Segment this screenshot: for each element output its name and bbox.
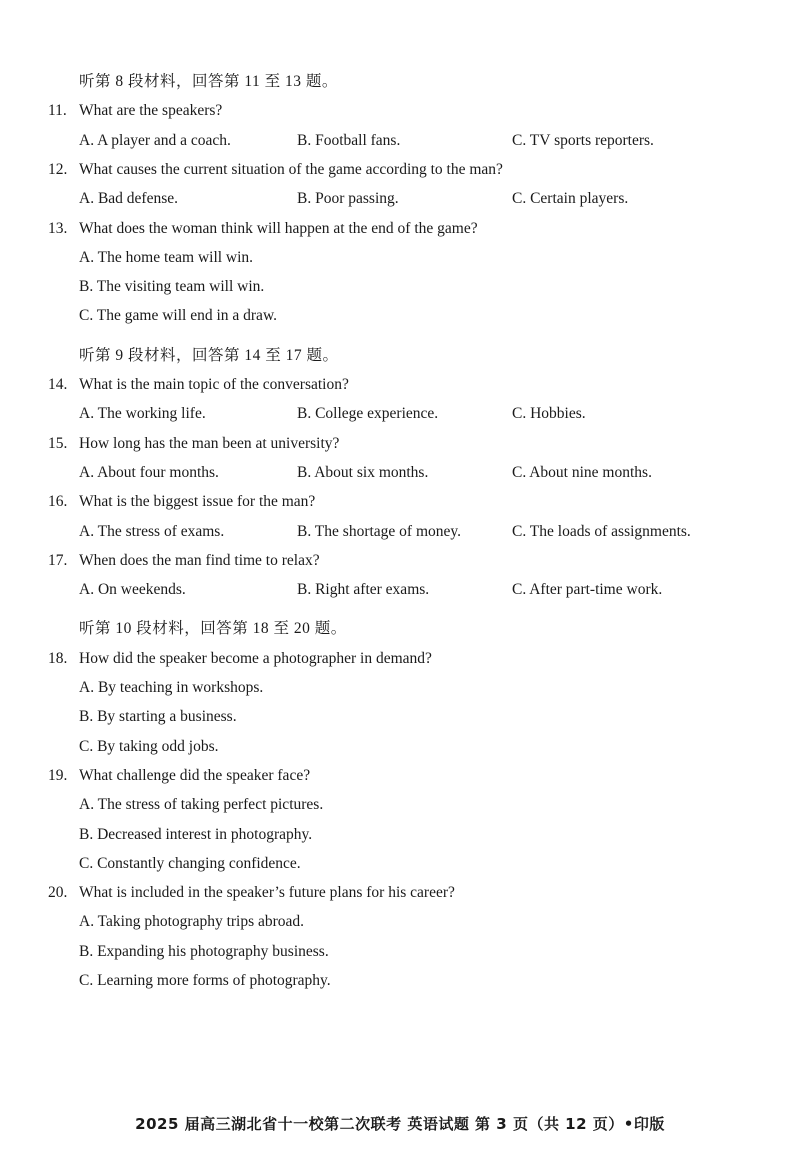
question-text: How did the speaker become a photographer in demand? bbox=[79, 649, 432, 667]
answer-option: C. About nine months. bbox=[512, 463, 652, 481]
answer-option: A. The home team will win. bbox=[79, 248, 254, 266]
answer-option: A. Bad defense. bbox=[79, 190, 178, 208]
question-number: 18. bbox=[48, 649, 68, 667]
question-text: What is the biggest issue for the man? bbox=[79, 493, 316, 511]
section-header: 听第 8 段材料，回答第 11 至 13 题。 bbox=[79, 73, 338, 90]
question-text: How long has the man been at university? bbox=[79, 434, 340, 452]
answer-option: A. On weekends. bbox=[79, 581, 186, 599]
section-header: 听第 9 段材料，回答第 14 至 17 题。 bbox=[79, 346, 339, 364]
answer-option: B. Football fans. bbox=[297, 131, 401, 149]
answer-option: C. The loads of assignments. bbox=[512, 522, 691, 540]
question-text: What challenge did the speaker face? bbox=[79, 766, 311, 784]
answer-option: B. Right after exams. bbox=[297, 581, 430, 599]
question-number: 15. bbox=[48, 434, 68, 452]
question-text: What are the speakers? bbox=[79, 102, 223, 120]
question-text: What is the main topic of the conversation? bbox=[79, 376, 349, 393]
answer-option: B. About six months. bbox=[297, 463, 429, 481]
answer-option: C. Hobbies. bbox=[512, 405, 586, 423]
answer-option: C. After part-time work. bbox=[512, 581, 663, 599]
answer-option: B. The visiting team will win. bbox=[79, 278, 265, 296]
question-text: What does the woman think will happen at the end of the game? bbox=[79, 219, 478, 237]
answer-option: B. Poor passing. bbox=[297, 190, 399, 208]
answer-option: B. Decreased interest in photography. bbox=[79, 825, 313, 843]
question-text: What is included in the speaker’s future plans for his career? bbox=[79, 884, 455, 902]
question-number: 16. bbox=[48, 493, 68, 511]
answer-option: A. The stress of taking perfect pictures. bbox=[79, 796, 324, 814]
answer-option: B. Expanding his photography business. bbox=[79, 942, 329, 960]
question-number: 20. bbox=[48, 884, 68, 902]
question-number: 12. bbox=[48, 160, 68, 178]
answer-option: A. Taking photography trips abroad. bbox=[79, 913, 305, 931]
answer-option: A. A player and a coach. bbox=[79, 131, 231, 149]
answer-option: A. The working life. bbox=[79, 405, 206, 423]
answer-option: B. The shortage of money. bbox=[297, 522, 462, 540]
question-number: 11. bbox=[48, 102, 67, 120]
answer-option: C. Constantly changing confidence. bbox=[79, 854, 301, 872]
answer-option: B. College experience. bbox=[297, 405, 439, 423]
answer-option: A. About four months. bbox=[79, 463, 219, 481]
answer-option: B. By starting a business. bbox=[79, 708, 237, 726]
question-number: 14. bbox=[48, 376, 68, 393]
page-footer: 2025 届高三湖北省十一校第二次联考 英语试题 第 3 页（共 12 页）•印版 bbox=[135, 1115, 665, 1133]
answer-option: C. By taking odd jobs. bbox=[79, 737, 219, 755]
question-number: 19. bbox=[48, 766, 68, 784]
question-text: When does the man find time to relax? bbox=[79, 551, 320, 569]
question-number: 13. bbox=[48, 219, 68, 237]
section-header: 听第 10 段材料，回答第 18 至 20 题。 bbox=[79, 620, 347, 638]
question-number: 17. bbox=[48, 551, 68, 569]
question-text: What causes the current situation of the game according to the man? bbox=[79, 160, 503, 178]
answer-option: C. The game will end in a draw. bbox=[79, 307, 278, 325]
answer-option: C. Learning more forms of photography. bbox=[79, 972, 331, 989]
answer-option: A. By teaching in workshops. bbox=[79, 679, 264, 696]
answer-option: C. Certain players. bbox=[512, 190, 629, 208]
answer-option: C. TV sports reporters. bbox=[512, 131, 654, 149]
answer-option: A. The stress of exams. bbox=[79, 522, 225, 540]
